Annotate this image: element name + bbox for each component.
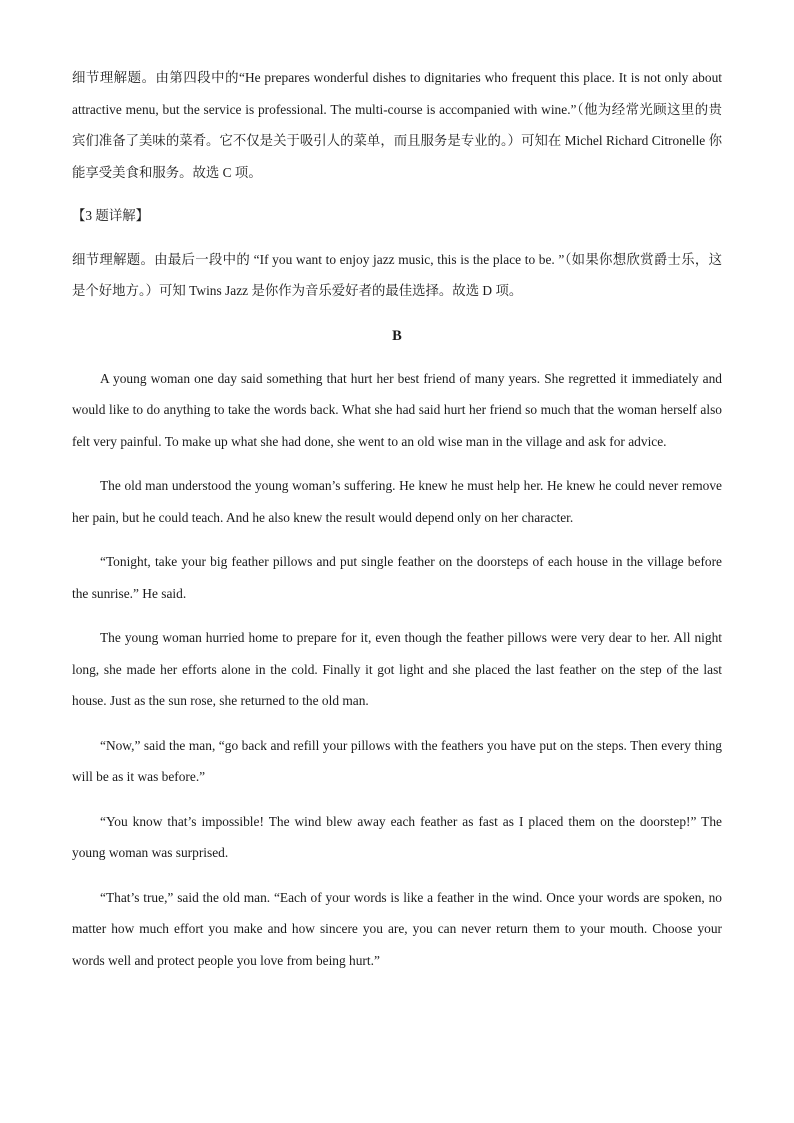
document-page (72, 62, 722, 976)
passage-paragraph-1: A young woman one day said something that hurt her best friend of many years. She regretted it immediately and would like to do anything to take the words back. What she had said hurt her friend so much that the woman herself also felt very painful. To make up what she had done, she went to an old wise man in the village and ask for advice. (72, 370, 722, 449)
answer-3-explanation: 细节理解题。由最后一段中的 “If you want to enjoy jazz music, this is the place to be. ”（如果你想欣赏爵士乐，这是个好地方。）可知 Twins Jazz 是你作为音乐爱好者的最佳选择。故选 D 项。 (72, 251, 722, 298)
question-3-heading: 【3 题详解】 (72, 208, 149, 223)
passage-paragraph-3: “Tonight, take your big feather pillows and put single feather on the doorsteps of each house in the village before the sunrise.” He said. (72, 554, 722, 601)
passage-paragraph-4: The young woman hurried home to prepare for it, even though the feather pillows were very dear to her. All night long, she made her efforts alone in the cold. Finally it got light and she placed the last feather on the step of the last house. Just as the sun rose, she returned to the old man. (72, 630, 722, 708)
passage-paragraph-6: “You know that’s impossible! The wind blew away each feather as fast as I placed them on the doorstep!” The young woman was surprised. (72, 813, 722, 860)
spacer (72, 609, 722, 622)
spacer (72, 533, 722, 546)
passage-paragraph-5: “Now,” said the man, “go back and refill your pillows with the feathers you have put on the steps. Then every thing will be as it was before.” (72, 737, 722, 784)
spacer (72, 457, 722, 470)
section-letter-heading: B (392, 327, 402, 344)
passage-paragraph-2: The old man understood the young woman’s suffering. He knew he must help her. He knew he could never remove her pain, but he could teach. And he also knew the result would depend only on her character. (72, 478, 722, 525)
passage-paragraph-7: “That’s true,” said the old man. “Each of your words is like a feather in the wind. Once your words are spoken, no matter how much effort you make and how sincere you are, you can never return them to your mouth. Choose your words well and protect people you love from being hurt.” (72, 889, 722, 968)
spacer (72, 232, 722, 244)
spacer (72, 188, 722, 200)
spacer (72, 869, 722, 882)
spacer (72, 717, 722, 730)
answer-2-explanation: 细节理解题。由第四段中的“He prepares wonderful dishes to dignitaries who frequent this place. It is not only about attractive menu, but the service is professional. The multi-course is accompanied with wine.”（他为经常光顾这里的贵宾们准备了美味的菜肴。它不仅是关于吸引人的菜单，而且服务是专业的。）可知在 Michel Richard Citronelle 你能享受美食和服务。故选 C 项。 (72, 70, 722, 180)
spacer (72, 793, 722, 806)
